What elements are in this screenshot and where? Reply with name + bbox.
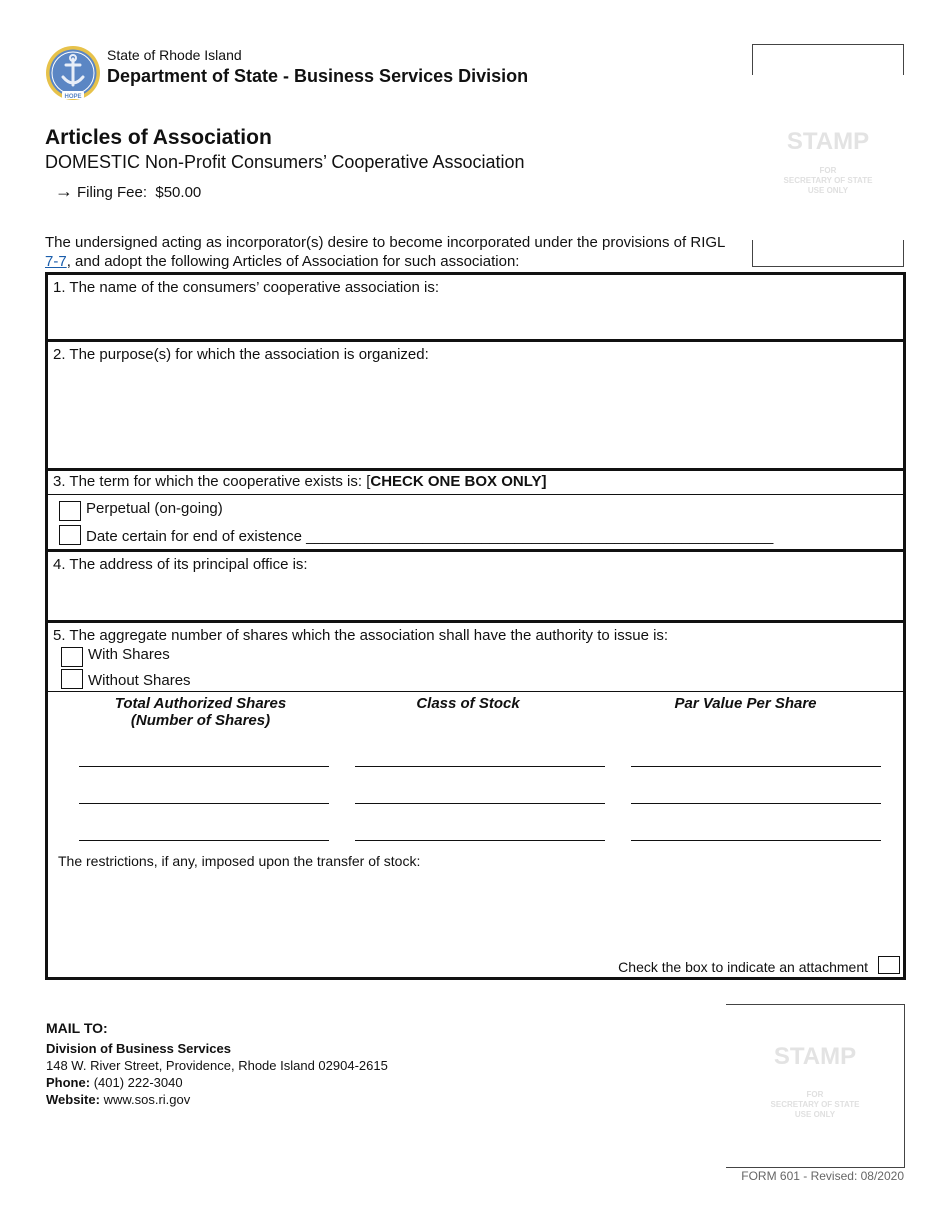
articles-form [45, 272, 906, 980]
class-of-stock-field-3[interactable] [355, 840, 605, 841]
with-shares-checkbox[interactable] [61, 647, 83, 667]
page-subtitle: DOMESTIC Non-Profit Consumers’ Cooperative Association [45, 152, 525, 172]
perpetual-label: Perpetual (on-going) [86, 500, 223, 517]
section-purpose[interactable] [48, 342, 903, 471]
mail-to-block [46, 1020, 388, 1108]
par-value-field-2[interactable] [631, 803, 881, 804]
filing-fee-amount: $50.00 [155, 184, 202, 201]
section-3-label: 3. The term for which the cooperative exists is: [CHECK ONE BOX ONLY] [53, 473, 547, 490]
section-address[interactable] [48, 552, 903, 623]
filing-fee [55, 181, 201, 202]
department-name: Department of State - Business Services Division [107, 66, 529, 86]
mail-phone: Phone: (401) 222-3040 [46, 1075, 183, 1090]
shares-total-field-2[interactable] [79, 803, 329, 804]
rigl-link[interactable]: 7-7 [45, 253, 67, 270]
mail-website: Website: www.sos.ri.gov [46, 1092, 191, 1107]
without-shares-label: Without Shares [88, 672, 191, 689]
class-of-stock-field-2[interactable] [355, 803, 605, 804]
perpetual-checkbox[interactable] [59, 501, 81, 521]
intro-paragraph: The undersigned acting as incorporator(s) desire to become incorporated under the provisions of RIGL 7-7, and adopt the following Articles of Association for such association: [45, 234, 725, 270]
with-shares-label: With Shares [88, 646, 170, 663]
par-value-field-3[interactable] [631, 840, 881, 841]
mail-address: 148 W. River Street, Providence, Rhode Island 02904-2615 [46, 1058, 388, 1073]
stamp-label: STAMP [773, 1043, 857, 1070]
svg-text:HOPE: HOPE [64, 94, 82, 100]
class-of-stock-field-1[interactable] [355, 766, 605, 767]
stamp-area-bottom: STAMP FOR SECRETARY OF STATE USE ONLY [726, 1004, 905, 1168]
form-number: FORM 601 - Revised: 08/2020 [741, 1169, 904, 1183]
section-term [48, 471, 903, 552]
section-name[interactable] [48, 275, 903, 342]
shares-total-field-3[interactable] [79, 840, 329, 841]
ri-state-seal-icon [45, 45, 101, 101]
col-par-value-header: Par Value Per Share [674, 695, 817, 712]
section-5-label: 5. The aggregate number of shares which the association shall have the authority to issue is: [53, 627, 669, 644]
col-total-shares-header: Total Authorized Shares (Number of Shares) [114, 695, 287, 729]
section-1-label: 1. The name of the consumers’ cooperative association is: [53, 279, 440, 296]
mail-heading: MAIL TO: [46, 1020, 108, 1036]
col-class-of-stock-header: Class of Stock [416, 695, 520, 712]
date-certain-label: Date certain for end of existence ________________________________________________________ [86, 528, 774, 545]
restrictions-label: The restrictions, if any, imposed upon the transfer of stock: [58, 853, 421, 869]
mail-org: Division of Business Services [46, 1041, 231, 1056]
section-shares [48, 623, 903, 977]
state-name: State of Rhode Island [107, 47, 242, 63]
arrow-right-icon: → [55, 181, 73, 201]
section-4-label: 4. The address of its principal office is: [53, 556, 308, 573]
without-shares-checkbox[interactable] [61, 669, 83, 689]
date-certain-checkbox[interactable] [59, 525, 81, 545]
attachment-label: Check the box to indicate an attachment [618, 959, 868, 975]
stamp-label: STAMP [786, 128, 870, 155]
par-value-field-1[interactable] [631, 766, 881, 767]
page-title: Articles of Association [45, 126, 272, 149]
attachment-checkbox[interactable] [878, 956, 900, 974]
section-2-label: 2. The purpose(s) for which the association is organized: [53, 346, 429, 363]
filing-fee-label: Filing Fee: [77, 184, 148, 201]
stamp-area-top: STAMP FOR SECRETARY OF STATE USE ONLY [752, 44, 904, 268]
shares-total-field-1[interactable] [79, 766, 329, 767]
